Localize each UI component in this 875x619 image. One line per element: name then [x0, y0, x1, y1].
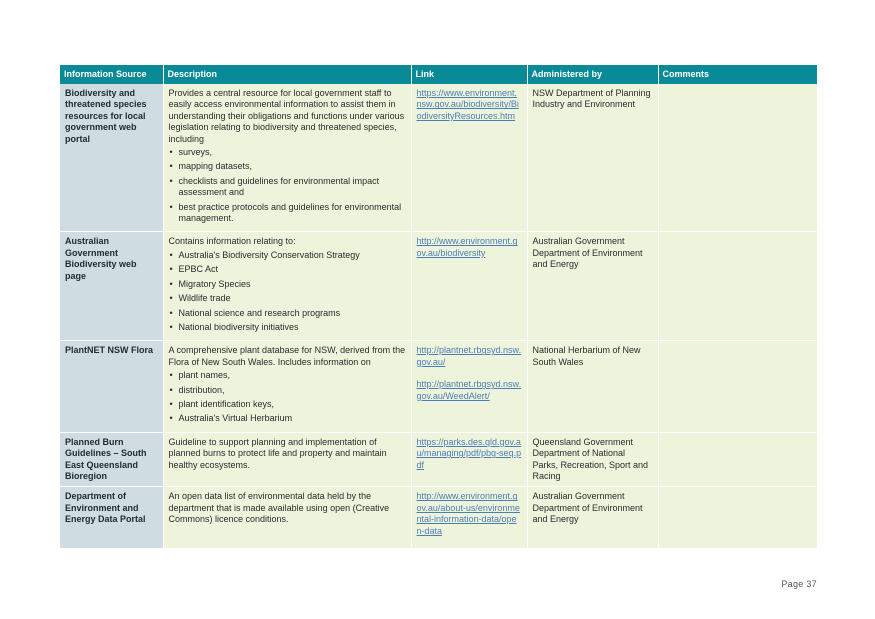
source-cell: Australian Government Biodiversity web page: [60, 232, 163, 341]
bullet-item: • Australia's Virtual Herbarium: [169, 413, 406, 424]
header-comments: Comments: [658, 65, 817, 84]
bullet-item: • Australia's Biodiversity Conservation Strategy: [169, 250, 406, 261]
header-link: Link: [411, 65, 527, 84]
page-number: Page 37: [781, 579, 817, 589]
admin-cell: National Herbarium of New South Wales: [527, 341, 658, 432]
description-text: Provides a central resource for local government staff to easily access environmental information to assist them in understanding their obligations and functions under various legislation relating to biodiversity and threatened species, including: [168, 88, 405, 144]
description-bullets: [169, 147, 406, 224]
resource-link[interactable]: http://www.environment.gov.au/biodiversity: [416, 236, 518, 258]
bullet-item: • surveys,: [169, 147, 406, 158]
bullet-item: • checklists and guidelines for environmental impact assessment and: [169, 176, 406, 199]
table-row: [60, 432, 817, 487]
description-cell: [163, 84, 411, 232]
header-information-source: Information Source: [60, 65, 163, 84]
header-administered-by: Administered by: [527, 65, 658, 84]
table-row: [60, 487, 817, 549]
description-cell: [163, 487, 411, 549]
admin-cell: NSW Department of Planning Industry and Environment: [527, 84, 658, 232]
header-description: Description: [163, 65, 411, 84]
description-text: Contains information relating to:: [168, 236, 296, 247]
bullet-item: • distribution,: [169, 385, 406, 396]
admin-cell: Queensland Government Department of National Parks, Recreation, Sport and Racing: [527, 432, 658, 487]
description-cell: [163, 432, 411, 487]
comments-cell: [658, 432, 817, 487]
comments-cell: [658, 84, 817, 232]
bullet-item: • best practice protocols and guidelines for environmental management.: [169, 202, 406, 225]
description-bullets: [169, 370, 406, 425]
description-bullets: [169, 250, 406, 333]
bullet-item: • Migratory Species: [169, 279, 406, 290]
resource-link[interactable]: http://plantnet.rbgsyd.nsw.gov.au/: [416, 345, 522, 367]
link-cell: [411, 232, 527, 341]
description-text: A comprehensive plant database for NSW, derived from the Flora of New South Wales. Includes information on: [168, 345, 406, 367]
table-header-row: [60, 65, 817, 84]
bullet-item: • EPBC Act: [169, 264, 406, 275]
resource-link[interactable]: http://www.environment.gov.au/about-us/environmental-information-data/open-data: [416, 491, 520, 536]
bullet-item: • National biodiversity initiatives: [169, 322, 406, 333]
admin-cell: Australian Government Department of Environment and Energy: [527, 487, 658, 549]
table-row: [60, 341, 817, 432]
bullet-item: • plant identification keys,: [169, 399, 406, 410]
description-cell: [163, 341, 411, 432]
table-row: [60, 84, 817, 232]
link-cell: [411, 84, 527, 232]
comments-cell: [658, 487, 817, 549]
link-cell: [411, 432, 527, 487]
link-cell: [411, 487, 527, 549]
comments-cell: [658, 341, 817, 432]
information-sources-table: [60, 65, 817, 549]
description-text: Guideline to support planning and implementation of planned burns to protect life and property and maintain healthy ecosystems.: [168, 436, 387, 470]
resource-link[interactable]: http://plantnet.rbgsyd.nsw.gov.au/WeedAlert/: [416, 379, 522, 401]
source-cell: Department of Environment and Energy Data Portal: [60, 487, 163, 549]
description-cell: [163, 232, 411, 341]
link-cell: [411, 341, 527, 432]
admin-cell: Australian Government Department of Environment and Energy: [527, 232, 658, 341]
description-text: An open data list of environmental data held by the department that is made available using open (Creative Commons) licence conditions.: [168, 491, 390, 525]
resource-link[interactable]: https://parks.des.qld.gov.au/managing/pdf/pbg-seq.pdf: [416, 436, 522, 470]
resource-link[interactable]: https://www.environment.nsw.gov.au/biodiversity/BiodiversityResources.htm: [416, 88, 519, 121]
bullet-item: • National science and research programs: [169, 308, 406, 319]
source-cell: Planned Burn Guidelines – South East Queensland Bioregion: [60, 432, 163, 487]
source-cell: Biodiversity and threatened species resources for local government web portal: [60, 84, 163, 232]
bullet-item: • Wildlife trade: [169, 293, 406, 304]
comments-cell: [658, 232, 817, 341]
bullet-item: • mapping datasets,: [169, 161, 406, 172]
table-row: [60, 232, 817, 341]
bullet-item: • plant names,: [169, 370, 406, 381]
source-cell: PlantNET NSW Flora: [60, 341, 163, 432]
